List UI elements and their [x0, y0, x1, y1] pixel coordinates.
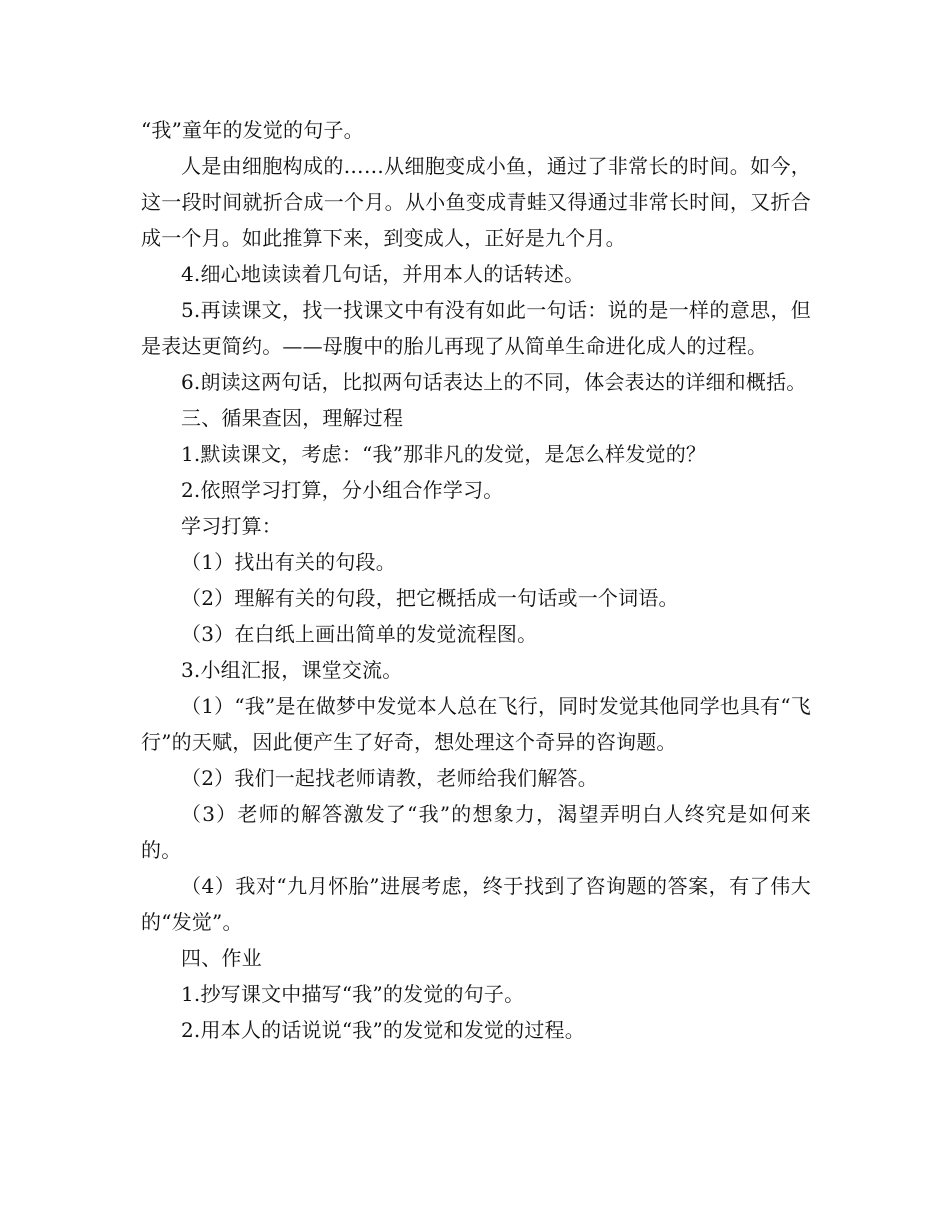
- paragraph-1: “我”童年的发觉的句子。: [141, 118, 364, 142]
- section-heading-4: 四、作业: [181, 946, 262, 970]
- paragraph-5: 6.朗读这两句话，比拟两句话表达上的不同，体会表达的详细和概括。: [181, 370, 807, 394]
- paragraph-13: 3.小组汇报，课堂交流。: [181, 658, 403, 682]
- paragraph-2: 人是由细胞构成的……从细胞变成小鱼，通过了非常长的时间。如今，这一段时间就折合成一个月。从小鱼变成青蛙又得通过非常长时间，又折合成一个月。如此推算下来，到变成人，正好是九个月。: [141, 154, 811, 250]
- paragraph-3: 4.细心地读读着几句话，并用本人的话转述。: [181, 262, 585, 286]
- homework-item-1: 1.抄写课文中描写“我”的发觉的句子。: [181, 982, 525, 1006]
- paragraph-9: 学习打算：: [181, 514, 282, 538]
- report-item-2: （2）我们一起找老师请教，老师给我们解答。: [181, 766, 598, 790]
- paragraph-8: 2.依照学习打算，分小组合作学习。: [181, 478, 504, 502]
- list-item-3: （3）在白纸上画出简单的发觉流程图。: [181, 622, 538, 646]
- paragraph-7: 1.默读课文，考虑：“我”那非凡的发觉，是怎么样发觉的？: [181, 442, 707, 466]
- report-item-4: （4）我对“九月怀胎”进展考虑，终于找到了咨询题的答案，有了伟大的“发觉”。: [141, 874, 811, 934]
- report-item-1: （1）“我”是在做梦中发觉本人总在飞行，同时发觉其他同学也具有“飞行”的天赋，因此便产生了好奇，想处理这个奇异的咨询题。: [141, 694, 811, 754]
- document-body: [141, 112, 811, 1048]
- report-item-3: （3）老师的解答激发了“我”的想象力，渴望弄明白人终究是如何来的。: [141, 802, 811, 862]
- homework-item-2: 2.用本人的话说说“我”的发觉和发觉的过程。: [181, 1018, 585, 1042]
- list-item-1: （1）找出有关的句段。: [181, 550, 396, 574]
- section-heading-3: 三、循果查因，理解过程: [181, 406, 404, 430]
- paragraph-4: 5.再读课文，找一找课文中有没有如此一句话：说的是一样的意思，但是表达更简约。——母腹中的胎儿再现了从简单生命进化成人的过程。: [141, 298, 811, 358]
- list-item-2: （2）理解有关的句段，把它概括成一句话或一个词语。: [181, 586, 679, 610]
